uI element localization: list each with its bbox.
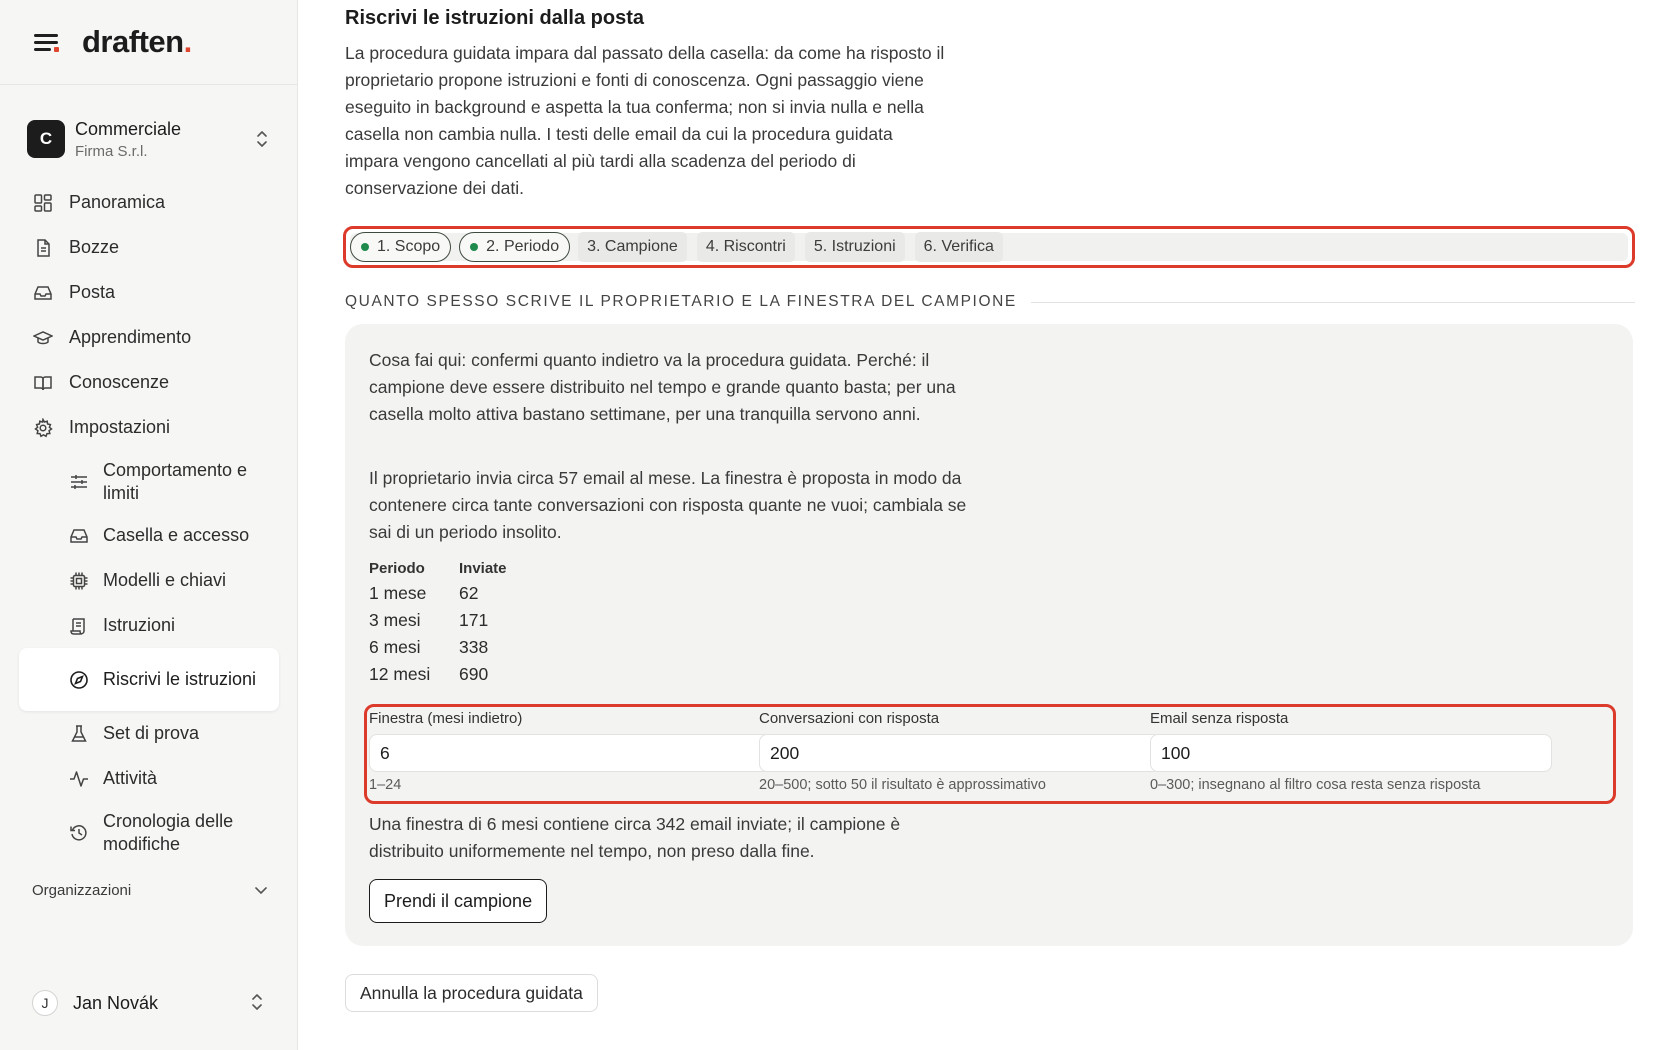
replied-conversations-input[interactable]: 200 xyxy=(759,734,1161,772)
menu-icon[interactable] xyxy=(34,31,60,53)
table-cell: 3 mesi xyxy=(369,610,421,630)
organizations-toggle[interactable] xyxy=(32,882,268,899)
nav-item-modelli[interactable] xyxy=(19,558,279,603)
nav-item-conoscenze[interactable] xyxy=(19,360,279,405)
field-hint: 1–24 xyxy=(369,777,402,793)
brand-bar xyxy=(0,0,297,85)
step-label: 4. Riscontri xyxy=(705,238,786,255)
nav-label: Istruzioni xyxy=(103,615,176,635)
nav-item-istruzioni[interactable] xyxy=(19,603,279,648)
cancel-wizard-button[interactable]: Annulla la procedura guidata xyxy=(345,974,598,1012)
book-icon xyxy=(33,373,53,393)
chevron-up-down-icon xyxy=(250,992,264,1012)
step-verifica[interactable] xyxy=(915,232,1003,262)
field-label: Finestra (mesi indietro) xyxy=(369,710,523,727)
page-title: Riscrivi le istruzioni dalla posta xyxy=(345,7,644,29)
column-header: Inviate xyxy=(459,560,507,577)
table-cell: 338 xyxy=(459,637,489,657)
nav-label: Conoscenze xyxy=(69,372,170,392)
step-periodo[interactable] xyxy=(459,232,570,262)
activity-icon xyxy=(69,769,89,789)
nav-label: Attività xyxy=(103,768,158,788)
avatar: J xyxy=(32,990,58,1016)
sample-fields xyxy=(364,704,1616,804)
sidebar xyxy=(0,0,298,1050)
nav-label: Cronologia delle modifiche xyxy=(103,810,234,854)
table-cell: 62 xyxy=(459,583,479,603)
chevron-up-down-icon xyxy=(255,129,269,149)
dashboard-icon xyxy=(33,193,53,213)
window-field xyxy=(369,710,771,793)
divider xyxy=(1031,302,1635,303)
table-row xyxy=(369,661,507,688)
nav-label: Apprendimento xyxy=(69,327,192,347)
step-label: 2. Periodo xyxy=(486,238,560,255)
inbox-icon xyxy=(69,526,89,546)
compass-icon xyxy=(69,670,89,690)
step-done-dot xyxy=(470,243,478,251)
table-cell: 6 mesi xyxy=(369,637,421,657)
step-label: 5. Istruzioni xyxy=(813,238,896,255)
step-label: 3. Campione xyxy=(587,238,678,255)
wizard-stepper xyxy=(343,226,1635,268)
column-header: Periodo xyxy=(369,560,425,577)
step-campione[interactable] xyxy=(578,232,687,262)
unanswered-emails-input[interactable]: 100 xyxy=(1150,734,1552,772)
nav-item-posta[interactable] xyxy=(19,270,279,315)
nav-item-impostazioni[interactable] xyxy=(19,405,279,450)
table-cell: 12 mesi xyxy=(369,664,431,684)
nav-item-apprendimento[interactable] xyxy=(19,315,279,360)
section-heading-text: QUANTO SPESSO SCRIVE IL PROPRIETARIO E LA FINESTRA DEL CAMPIONE xyxy=(345,293,1017,310)
sliders-icon xyxy=(69,472,89,492)
table-row xyxy=(369,580,507,607)
flask-icon xyxy=(69,724,89,744)
user-name: Jan Novák xyxy=(73,992,159,1013)
workspace-name: Commerciale xyxy=(75,118,182,139)
table-row xyxy=(369,607,507,634)
inbox-icon xyxy=(33,283,53,303)
nav-label: Impostazioni xyxy=(69,417,171,437)
window-summary: Una finestra di 6 mesi contiene circa 342 email inviate; il campione è distribuito uniformemente nel tempo, non preso dalla fine. xyxy=(369,814,901,861)
period-card xyxy=(345,324,1633,946)
main-nav xyxy=(19,180,279,864)
nav-label: Set di prova xyxy=(103,723,200,743)
gear-icon xyxy=(33,418,53,438)
table-cell: 171 xyxy=(459,610,489,630)
unanswered-field xyxy=(1150,710,1552,793)
nav-label: Posta xyxy=(69,282,116,302)
nav-item-set-di-prova[interactable] xyxy=(19,711,279,756)
nav-label: Casella e accesso xyxy=(103,525,250,545)
nav-item-riscrivi[interactable] xyxy=(19,648,279,711)
nav-label: Bozze xyxy=(69,237,120,257)
step-label: 1. Scopo xyxy=(377,238,441,255)
nav-label: Modelli e chiavi xyxy=(103,570,227,590)
chevron-down-icon xyxy=(254,886,268,896)
step-scopo[interactable] xyxy=(350,232,451,262)
field-label: Email senza risposta xyxy=(1150,710,1289,727)
nav-item-attivita[interactable] xyxy=(19,756,279,801)
nav-item-cronologia[interactable] xyxy=(19,801,279,864)
volume-note: Il proprietario invia circa 57 email al mese. La finestra è proposta in modo da contenere circa tante conversazioni con risposta quante ne vuoi; cambiala se sai di un periodo insolito. xyxy=(369,468,967,542)
table-cell: 690 xyxy=(459,664,489,684)
nav-label: Panoramica xyxy=(69,192,166,212)
field-hint: 0–300; insegnano al filtro cosa resta senza risposta xyxy=(1150,777,1481,793)
chip-icon xyxy=(69,571,89,591)
step-done-dot xyxy=(361,243,369,251)
nav-label: Comportamento e limiti xyxy=(103,459,248,503)
window-months-input[interactable]: 6 xyxy=(369,734,771,772)
section-heading xyxy=(345,293,1635,311)
document-icon xyxy=(33,238,53,258)
user-menu[interactable] xyxy=(32,990,268,1016)
step-riscontri[interactable] xyxy=(697,232,795,262)
table-cell: 1 mese xyxy=(369,583,427,603)
table-row xyxy=(369,634,507,661)
table-header-row xyxy=(369,560,507,580)
history-icon xyxy=(69,823,89,843)
graduation-cap-icon xyxy=(33,328,53,348)
nav-label: Riscrivi le istruzioni xyxy=(103,669,257,689)
nav-item-casella[interactable] xyxy=(19,513,279,558)
step-label: 6. Verifica xyxy=(923,238,994,255)
workspace-avatar: C xyxy=(27,120,65,158)
workspace-org: Firma S.r.l. xyxy=(75,142,148,160)
field-label: Conversazioni con risposta xyxy=(759,710,940,727)
replied-field xyxy=(759,710,1161,793)
what-why-text: Cosa fai qui: confermi quanto indietro va la procedura guidata. Perché: il campione deve essere distribuito nel tempo e grande quanto basta; per una casella molto attiva bastano settimane, per una tranquilla servono anni. xyxy=(369,350,956,424)
step-istruzioni[interactable] xyxy=(805,232,905,262)
page-intro: La procedura guidata impara dal passato della casella: da come ha risposto il proprietario propone istruzioni e fonti di conoscenza. Ogni passaggio viene eseguito in background e aspetta la tua conferma; non si invia nulla e nella casella non cambia nulla. I testi delle email da cui la procedura guidata impara vengono cancellati al più tardi alla scadenza del periodo di conservazione dei dati. xyxy=(345,43,945,198)
organizations-label: Organizzazioni xyxy=(32,882,132,899)
workspace-switcher[interactable] xyxy=(27,115,273,163)
field-hint: 20–500; sotto 50 il risultato è approssimativo xyxy=(759,777,1046,793)
nav-item-panoramica[interactable] xyxy=(19,180,279,225)
take-sample-button[interactable]: Prendi il campione xyxy=(369,879,547,923)
nav-item-bozze[interactable] xyxy=(19,225,279,270)
logo[interactable]: draften. xyxy=(82,24,192,59)
nav-item-comportamento[interactable] xyxy=(19,450,279,513)
volume-table xyxy=(369,560,507,688)
scroll-icon xyxy=(69,616,89,636)
